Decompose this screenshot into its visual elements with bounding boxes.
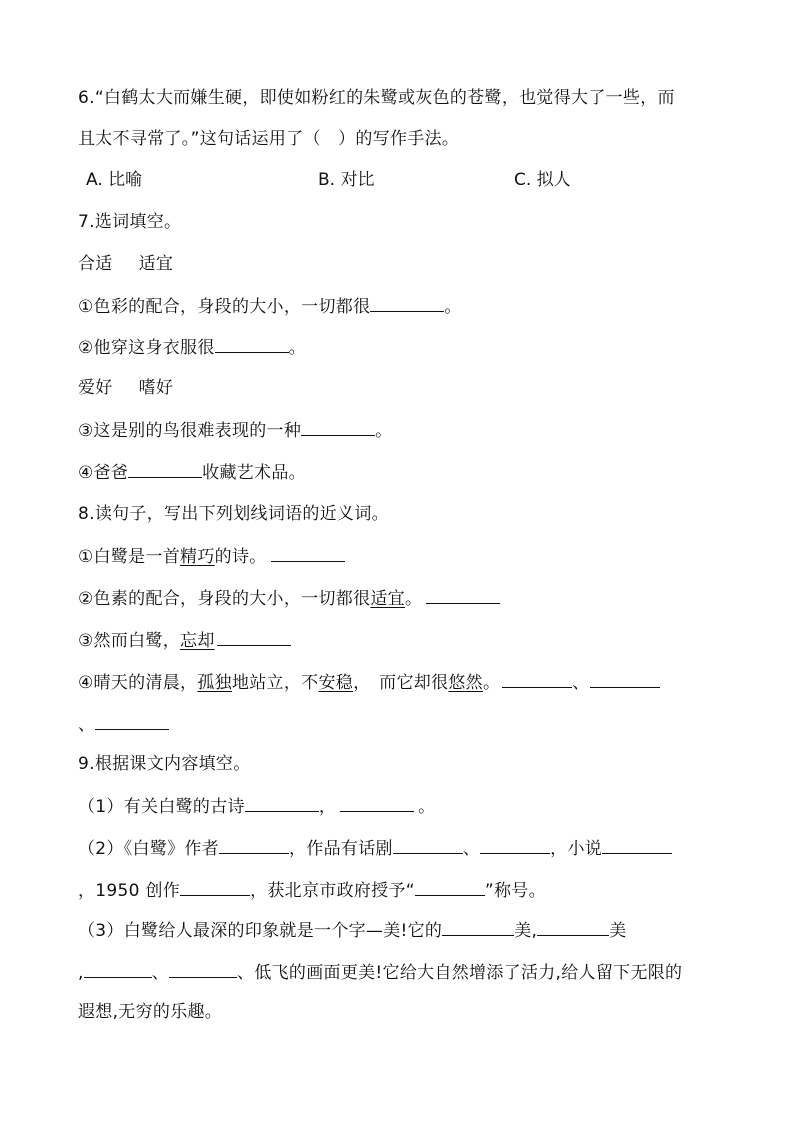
q7-item-4-text: ④爸爸 [78, 463, 129, 483]
answer-blank[interactable] [340, 794, 414, 812]
q7-item-2-end: 。 [288, 338, 306, 358]
q8-s4-text: ④晴天的清晨， [78, 673, 198, 693]
q7-item-2-text: ②他穿这身衣服很 [78, 338, 215, 358]
q8-s4-mid: 地站立，不 [231, 673, 319, 693]
separator: 、 [78, 715, 96, 735]
q7-item-4-end: 收藏艺术品。 [202, 463, 306, 483]
q8-s4-end: 。 [482, 673, 501, 693]
separator: , [78, 963, 84, 983]
answer-blank[interactable] [245, 794, 319, 812]
answer-blank[interactable] [426, 586, 500, 604]
q9-p3b-text: 、低飞的画面更美!它给大自然增添了活力,给人留下无限的 [237, 963, 683, 983]
q6-line-2: 且太不寻常了。”这句话运用了（ ）的写作手法。 [78, 129, 460, 149]
q9-p3-mid: 美 [609, 921, 627, 941]
q7-item-3 [78, 418, 392, 443]
answer-blank[interactable] [415, 878, 485, 896]
q9-p3-text: （3）白鹭给人最深的印象就是一个字—美!它的 [78, 921, 443, 941]
q8-sentence-4-cont [78, 712, 169, 737]
q9-p3-mid: 美, [514, 921, 538, 941]
answer-blank[interactable] [169, 960, 237, 978]
q9-p1-end: 。 [418, 797, 436, 817]
q7-word-4: 嗜好 [138, 378, 174, 398]
q9-part-2 [78, 836, 672, 861]
q7-word-3: 爱好 [78, 378, 113, 398]
q8-title: 8.读句子，写出下列划线词语的近义词。 [78, 504, 389, 524]
underlined-word: 精巧 [180, 547, 215, 567]
q8-s4-mid: ， 而它却很 [353, 673, 449, 693]
q6-option-b: B. 对比 [318, 170, 375, 190]
q7-item-3-end: 。 [375, 421, 393, 441]
separator: 、 [462, 839, 481, 859]
underlined-word: 安稳 [318, 673, 354, 693]
separator: 、 [572, 673, 590, 693]
q7-word-pair-1 [78, 252, 173, 276]
q8-s3-text: ③然而白鹭， [78, 631, 181, 651]
q9-p2b-text: ，1950 创作 [78, 881, 181, 901]
answer-blank[interactable] [393, 836, 463, 854]
q7-item-1-end: 。 [444, 297, 462, 317]
q9-p2b-mid: ，获北京市政府授予“ [250, 881, 415, 901]
answer-blank[interactable] [180, 878, 250, 896]
q9-p2-mid: ，作品有话剧 [289, 839, 393, 859]
underlined-word: 孤独 [197, 673, 232, 693]
separator: ， [318, 797, 337, 817]
q7-item-2 [78, 335, 306, 360]
q9-part-3-cont [78, 960, 682, 985]
answer-blank[interactable] [480, 836, 550, 854]
q9-part-3 [78, 918, 627, 943]
answer-blank[interactable] [219, 836, 289, 854]
answer-blank[interactable] [217, 628, 291, 646]
q9-p2-text: （2）《白鹭》作者 [78, 839, 220, 859]
q7-item-4 [78, 460, 306, 485]
answer-blank[interactable] [502, 670, 572, 688]
q7-item-3-text: ③这是别的鸟很难表现的一种 [78, 421, 302, 441]
q9-part-3-end: 遐想,无穷的乐趣。 [78, 1002, 223, 1022]
underlined-word: 忘却 [180, 631, 215, 651]
q9-p2-mid: ，小说 [550, 839, 603, 859]
q8-sentence-4 [78, 670, 660, 695]
answer-blank[interactable] [537, 918, 609, 936]
q8-sentence-1 [78, 544, 345, 569]
q8-s1-text: ①白鹭是一首 [78, 547, 181, 567]
q7-item-1 [78, 294, 462, 319]
answer-blank[interactable] [590, 670, 660, 688]
q8-s2-text: ②色素的配合，身段的大小，一切都很 [78, 589, 371, 609]
separator: 、 [151, 963, 170, 983]
answer-blank[interactable] [442, 918, 514, 936]
answer-blank[interactable] [215, 335, 289, 353]
q7-title: 7.选词填空。 [78, 212, 182, 232]
answer-blank[interactable] [128, 460, 202, 478]
answer-blank[interactable] [602, 836, 672, 854]
q7-item-1-text: ①色彩的配合，身段的大小，一切都很 [78, 297, 371, 317]
q6-option-c: C. 拟人 [514, 170, 571, 190]
q9-part-1 [78, 794, 435, 819]
q8-s2-end: 。 [404, 589, 423, 609]
q8-sentence-3 [78, 628, 291, 653]
q6-option-a: A. 比喻 [86, 170, 143, 190]
answer-blank[interactable] [271, 544, 345, 562]
q7-word-pair-2 [78, 376, 173, 400]
answer-blank[interactable] [95, 712, 169, 730]
answer-blank[interactable] [370, 294, 444, 312]
q7-word-2: 适宜 [138, 254, 174, 274]
underlined-word: 适宜 [370, 589, 405, 609]
q8-sentence-2 [78, 586, 500, 611]
q9-p1-text: （1）有关白鹭的古诗 [78, 797, 245, 817]
q7-word-1: 合适 [78, 254, 113, 274]
underlined-word: 悠然 [448, 673, 483, 693]
q8-s1-end: 的诗。 [214, 547, 267, 567]
q9-p2b-end: ”称号。 [484, 881, 546, 901]
q9-title: 9.根据课文内容填空。 [78, 754, 251, 774]
q6-line-1: 6.“白鹤太大而嫌生硬，即使如粉红的朱鹭或灰色的苍鹭，也觉得大了一些，而 [78, 88, 675, 108]
q9-part-2-cont [78, 878, 546, 903]
answer-blank[interactable] [84, 960, 152, 978]
answer-blank[interactable] [301, 418, 375, 436]
